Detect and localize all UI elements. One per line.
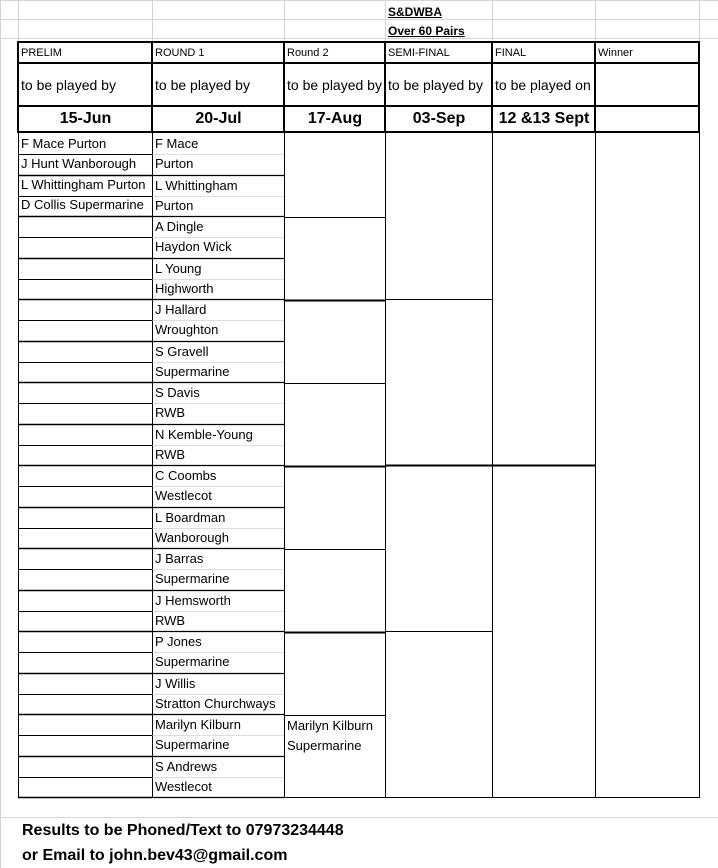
- date-winner: [596, 106, 699, 132]
- date-round1: 20-Jul: [195, 110, 242, 127]
- subheader-final: to be played on: [495, 77, 591, 93]
- round1-name: L Boardman: [155, 510, 226, 525]
- subheader-prelim: to be played by: [21, 77, 116, 93]
- subheader-winner: [596, 64, 699, 106]
- column-header-round2: Round 2: [287, 47, 329, 59]
- subheader-round2: to be played by: [287, 77, 382, 93]
- date-prelim: 15-Jun: [59, 110, 112, 127]
- round1-club: Haydon Wick: [155, 239, 232, 254]
- round1-name: P Jones: [155, 634, 202, 649]
- round1-name: A Dingle: [155, 219, 204, 234]
- round1-name: S Andrews: [155, 759, 218, 774]
- round1-club: RWB: [155, 405, 186, 420]
- round1-club: Supermarine: [155, 737, 230, 752]
- date-semifinal: 03-Sep: [412, 110, 466, 127]
- round1-name: N Kemble-Young: [155, 427, 253, 442]
- round1-club: Westlecot: [155, 779, 212, 794]
- round1-club: Highworth: [155, 281, 214, 296]
- round1-name: J Hemsworth: [155, 593, 231, 608]
- round1-name: L Whittingham: [155, 178, 238, 193]
- prelim-entry: J Hunt Wanborough: [21, 156, 137, 171]
- round1-name: F Mace: [155, 136, 199, 151]
- round1-name: S Gravell: [155, 344, 209, 359]
- round1-club: Purton: [155, 156, 194, 171]
- round2-name: Marilyn Kilburn: [287, 718, 373, 733]
- round2-club: Supermarine: [287, 738, 362, 753]
- footer-line-1: Results to be Phoned/Text to 07973234448: [22, 822, 344, 839]
- round1-name: J Barras: [155, 551, 204, 566]
- round1-name: S Davis: [155, 385, 200, 400]
- prelim-entry: F Mace Purton: [21, 136, 107, 151]
- date-final: 12 &13 Sept: [498, 110, 590, 127]
- round1-name: L Young: [155, 261, 202, 276]
- round1-name: J Willis: [155, 676, 196, 691]
- column-header-winner: Winner: [598, 47, 633, 59]
- round1-club: RWB: [155, 447, 186, 462]
- round1-name: Marilyn Kilburn: [155, 717, 241, 732]
- round1-name: C Coombs: [155, 468, 217, 483]
- column-header-round1: ROUND 1: [155, 47, 205, 59]
- column-header-final: FINAL: [495, 47, 527, 59]
- round1-name: J Hallard: [155, 302, 207, 317]
- round1-club: Supermarine: [155, 364, 230, 379]
- round1-club: Wanborough: [155, 530, 229, 545]
- round1-club: Westlecot: [155, 488, 212, 503]
- title-line-1: S&DWBA: [388, 5, 442, 19]
- round1-club: Stratton Churchways: [155, 696, 276, 711]
- date-round2: 17-Aug: [307, 110, 363, 127]
- title-line-2: Over 60 Pairs: [388, 24, 465, 38]
- round1-club: Supermarine: [155, 654, 230, 669]
- round1-club: Purton: [155, 198, 194, 213]
- prelim-entry: D Collis Supermarine: [21, 197, 144, 212]
- subheader-round1: to be played by: [155, 77, 250, 93]
- round1-club: Wroughton: [155, 322, 219, 337]
- round1-club: Supermarine: [155, 571, 230, 586]
- round1-club: RWB: [155, 613, 186, 628]
- footer-line-2: or Email to john.bev43@gmail.com: [22, 847, 288, 864]
- column-header-prelim: PRELIM: [21, 47, 62, 59]
- prelim-entry: L Whittingham Purton: [21, 177, 146, 192]
- column-header-semifinal: SEMI-FINAL: [388, 47, 450, 59]
- subheader-semifinal: to be played by: [388, 77, 483, 93]
